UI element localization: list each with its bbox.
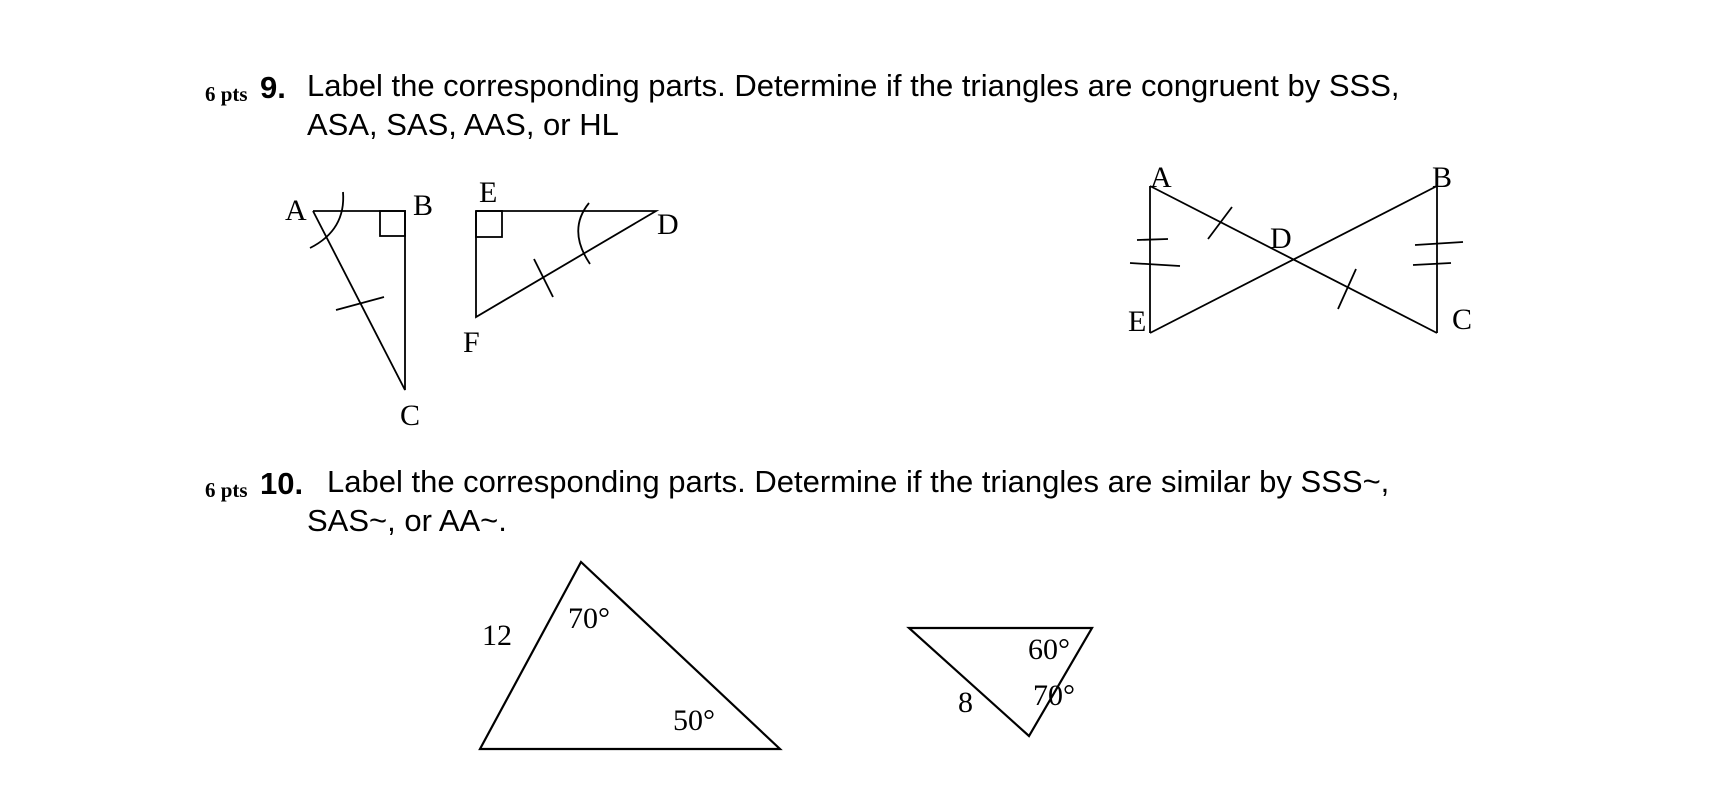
tick-mark: [534, 259, 553, 297]
prompt-line-2: SAS~, or AA~.: [307, 503, 507, 538]
right-angle-marker: [476, 211, 502, 237]
label-a: A: [285, 194, 307, 227]
question-number: 9.: [260, 70, 286, 105]
label-c: C: [1452, 303, 1473, 336]
label-f: F: [463, 326, 480, 359]
prompt-line-2: ASA, SAS, AAS, or HL: [307, 107, 619, 142]
tick-mark: [1208, 207, 1232, 239]
tick-mark: [1137, 239, 1168, 240]
label-e: E: [1128, 305, 1147, 338]
side-length-label: 12: [482, 619, 512, 652]
label-c: C: [400, 399, 421, 432]
triangle-large: [480, 562, 780, 749]
question-number: 10.: [260, 466, 304, 501]
tick-mark: [1130, 263, 1180, 266]
right-angle-marker: [380, 211, 405, 236]
angle-label-right: 50°: [673, 704, 715, 737]
prompt-line-1: Label the corresponding parts. Determine if the triangles are similar by SSS~,: [327, 464, 1390, 499]
tick-mark: [336, 297, 384, 310]
tick-mark: [1413, 263, 1451, 265]
bowtie-triangles: [1130, 186, 1463, 333]
label-d: D: [1270, 222, 1292, 255]
angle-arc-marker: [310, 192, 343, 248]
label-d: D: [657, 208, 679, 241]
points-label: 6 pts: [205, 82, 248, 106]
label-a: A: [1150, 161, 1172, 194]
triangle-edf: [476, 203, 656, 317]
angle-label-bottom: 70°: [1033, 679, 1075, 712]
triangle-abc: [310, 192, 405, 390]
label-b: B: [413, 189, 434, 222]
tick-mark: [1338, 269, 1356, 309]
angle-label-top: 70°: [568, 602, 610, 635]
tick-mark: [1415, 242, 1463, 245]
prompt-line-1: Label the corresponding parts. Determine if the triangles are congruent by SSS,: [307, 68, 1400, 103]
side-length-label: 8: [958, 686, 973, 719]
label-e: E: [479, 176, 498, 209]
points-label: 6 pts: [205, 478, 248, 502]
label-b: B: [1432, 161, 1453, 194]
angle-label-right: 60°: [1028, 633, 1070, 666]
